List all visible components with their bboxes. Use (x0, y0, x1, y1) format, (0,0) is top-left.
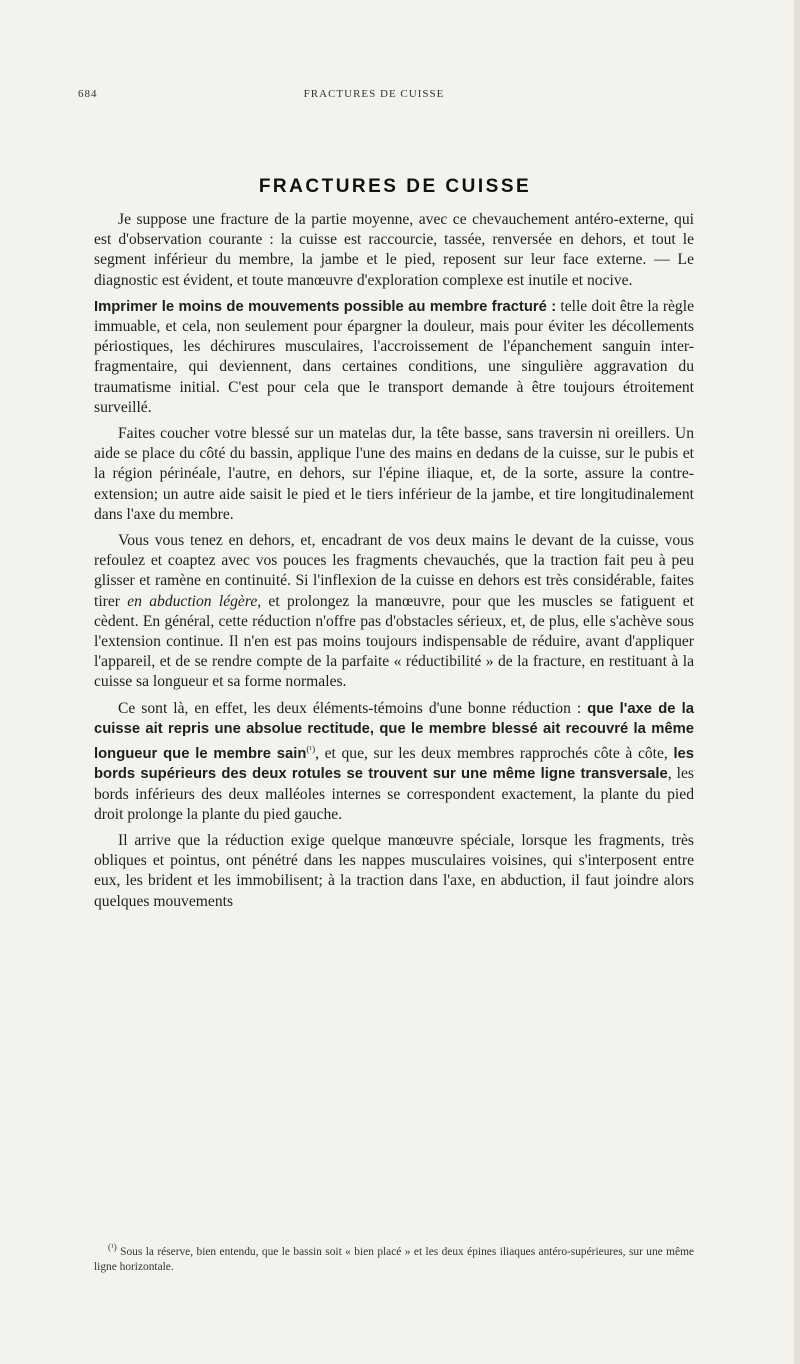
running-title: FRACTURES DE CUISSE (303, 88, 445, 100)
italic-phrase: en abduction légère (127, 592, 258, 610)
body-text (94, 210, 694, 918)
bold-rule: Imprimer le moins de mouvements possible au membre fracturé : (94, 298, 557, 315)
paragraph-text: Ce sont là, en effet, les deux éléments-témoins d'une bonne réduction : (118, 699, 588, 717)
paragraph-6 (94, 831, 694, 912)
footnote-text: Sous la réserve, bien entendu, que le bassin soit « bien placé » et les deux épines iliaques antéro-supérieures, sur une même ligne horizontale. (94, 1245, 694, 1273)
paragraph-text: Vous vous tenez en dehors, et, encadrant de vos deux mains le devant de la cuisse, vous refoulez et coaptez avec vos pouces les fragments chevauchés, que la traction fait peu à peu glisser et ramène en continuité. Si l'inflexion de la cuisse en dehors est très considérable, faites tirer (94, 532, 694, 610)
bold-criteria-1: que l'axe de la cuisse ait repris une absolue rectitude, que le membre blessé ait recouvré la même longueur que le membre sain (94, 700, 694, 763)
bold-criteria-2: les bords supérieurs des deux rotules se trouvent sur une même ligne transversale (94, 746, 695, 783)
paragraph-text: telle doit être la règle immuable, et cela, non seulement pour épargner la douleur, mais pour éviter les décollements périostiques, les déchirures musculaires, l'accroissement de l'épanchement sanguin inter-fragmentaire, qui deviennent, dans certaines conditions, une singulière aggravation du traumatisme initial. C'est pour cela que le transport demande à être toujours étroitement surveillé. (94, 297, 694, 416)
footnote-mark: (¹) (108, 1242, 117, 1252)
paragraph-text: Faites coucher votre blessé sur un matelas dur, la tête basse, sans traversin ni oreillers. Un aide se place du côté du bassin, applique l'une des mains en dedans de la cuisse, sur le pubis et la région périnéale, l'autre, en dehors, sur l'épine iliaque, et, de la sorte, assure la contre-extension; un autre aide saisit le pied et le tiers inférieur de la jambe, et tire longitudinalement dans l'axe du membre. (94, 425, 694, 523)
paragraph-1 (94, 210, 694, 291)
paragraph-text: Je suppose une fracture de la partie moyenne, avec ce chevauchement antéro-externe, qui est d'observation courante : la cuisse est raccourcie, tassée, renversée en dehors, et tout le segment inférieur du membre, la jambe et le pied, reposent sur leur face externe. — Le diagnostic est évident, et toute manœuvre d'exploration complexe est inutile et nocive. (94, 211, 694, 289)
footnote-marker[interactable]: (¹) (306, 744, 316, 755)
paragraph-text: Il arrive que la réduction exige quelque manœuvre spéciale, lorsque les fragments, très obliques et pointus, ont pénétré dans les nappes musculaires voisines, qui s'interposent entre eux, les brident et les immobilisent; à la traction dans l'axe, en abduction, il faut joindre alors quelques mouvements (94, 832, 694, 910)
chapter-title: FRACTURES DE CUISSE (258, 176, 532, 197)
footnote (94, 1240, 694, 1275)
paragraph-3 (94, 424, 694, 525)
paragraph-4 (94, 531, 694, 693)
page-edge (794, 0, 800, 1364)
running-head (78, 88, 670, 104)
paragraph-5 (94, 699, 694, 825)
paragraph-text: , et prolongez la manœuvre, pour que les muscles se fatiguent et cèdent. En général, cette réduction n'offre pas d'obstacles sérieux, et, de plus, elle s'achève sous l'extension continue. Il n'en est pas moins toujours indispensable de réduire, avant d'appliquer l'appareil, et de se rendre compte de la parfaite « réductibilité » de la fracture, en restituant à la cuisse sa longueur et sa forme normales. (94, 592, 695, 691)
paragraph-2 (94, 297, 694, 418)
paragraph-text: , et que, sur les deux membres rapprochés côte à côte, (315, 745, 674, 763)
paragraph-text: , les bords inférieurs des deux malléoles internes se correspondent exactement, la plante du pied droit prolonge la plante du pied gauche. (94, 765, 694, 823)
page-number: 684 (78, 88, 98, 100)
